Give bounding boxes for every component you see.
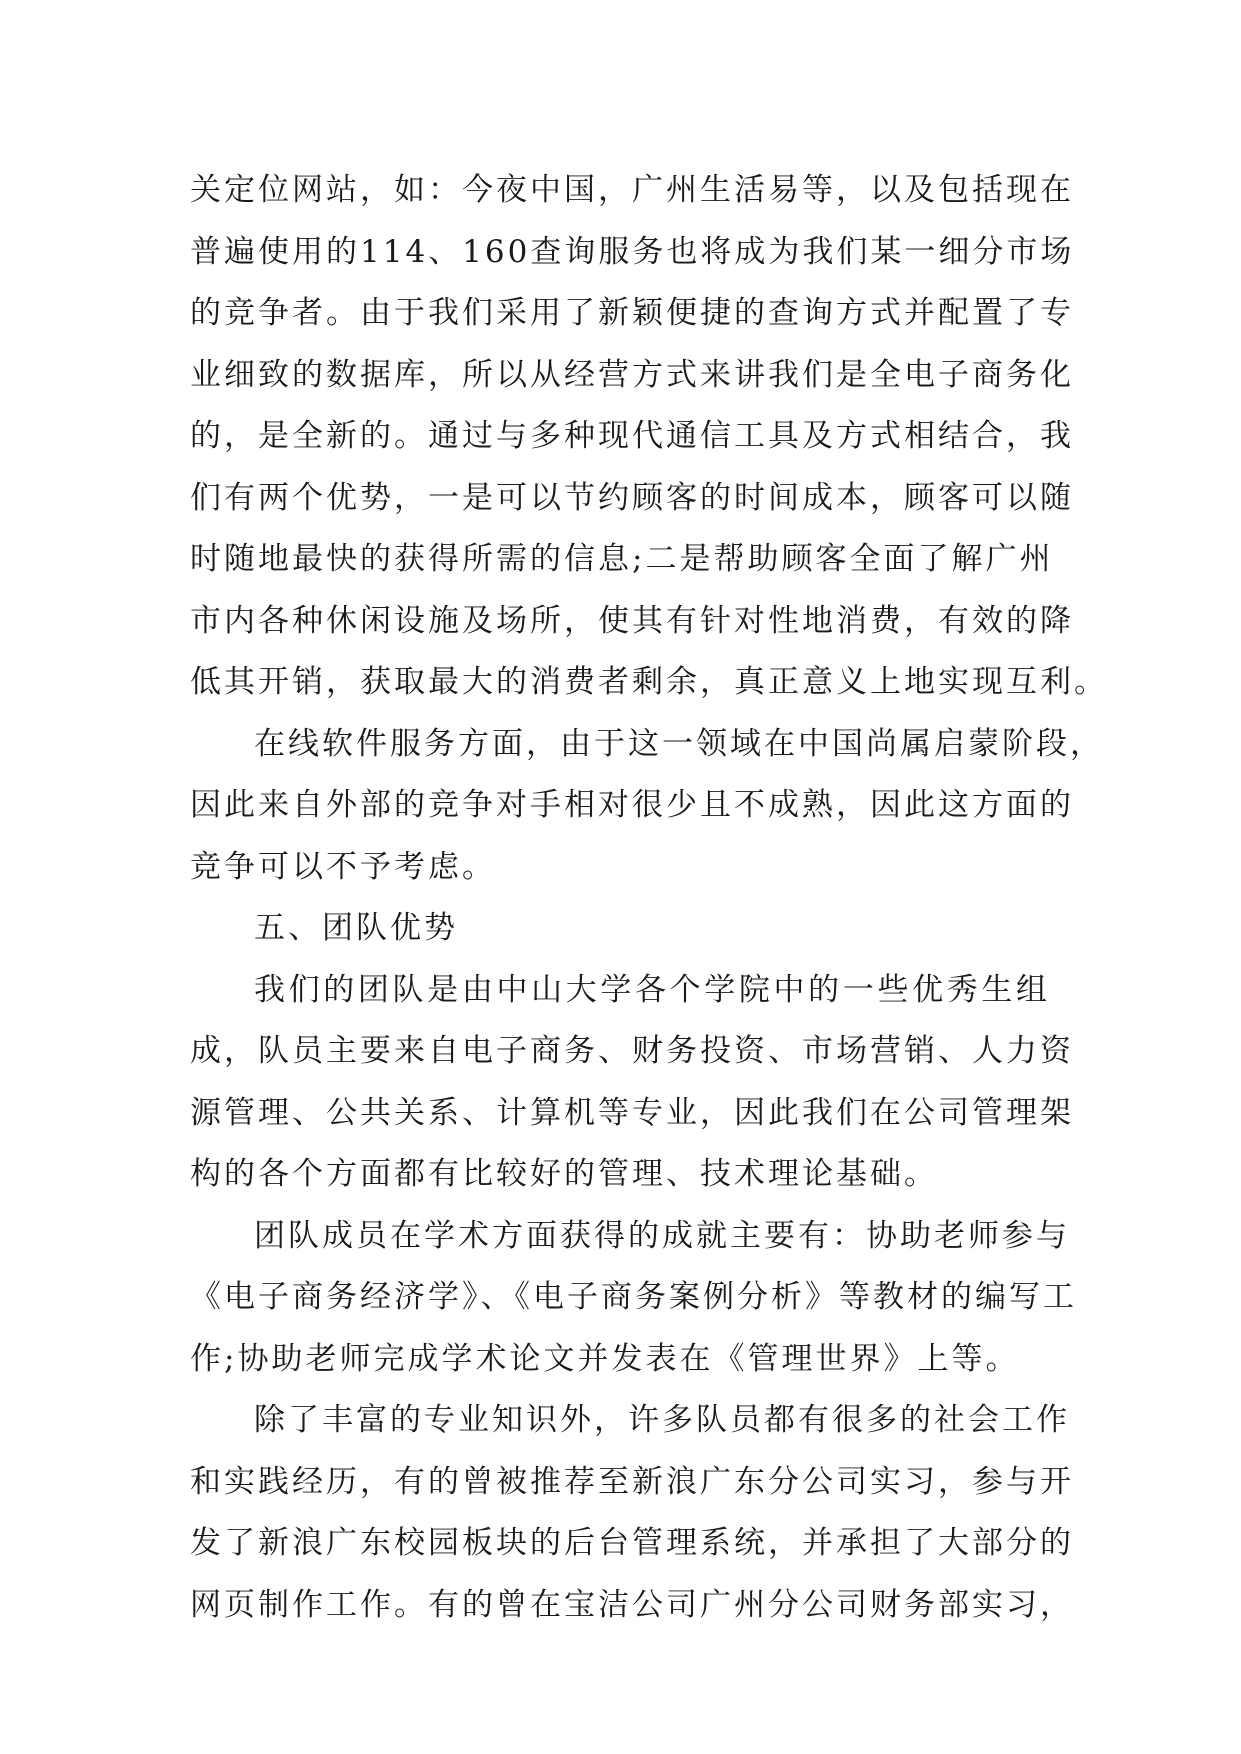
text-line-5: 的，是全新的。通过与多种现代通信工具及方式相结合，我 (190, 418, 1074, 454)
text-line-20: 作;协助老师完成学术论文并发表在《管理世界》上等。 (190, 1340, 1020, 1377)
text-line-9: 低其开销，获取最大的消费者剩余，真正意义上地实现互利。 (190, 664, 1108, 700)
document-body (190, 160, 1108, 1636)
text-line-19: 《电子商务经济学》、《电子商务案例分析》等教材的编写工 (190, 1279, 1077, 1315)
text-line-17: 构的各个方面都有比较好的管理、技术理论基础。 (190, 1156, 938, 1192)
text-line-3: 的竞争者。由于我们采用了新颖便捷的查询方式并配置了专 (190, 295, 1074, 331)
text-line-22: 和实践经历，有的曾被推荐至新浪广东分公司实习，参与开 (190, 1463, 1074, 1500)
text-line-4: 业细致的数据库，所以从经营方式来讲我们是全电子商务化 (190, 356, 1074, 393)
text-line-7: 时随地最快的获得所需的信息;二是帮助顾客全面了解广州 (190, 541, 1054, 577)
text-line-6: 们有两个优势，一是可以节约顾客的时间成本，顾客可以随 (190, 479, 1074, 516)
text-line-11: 因此来自外部的竞争对手相对很少且不成熟，因此这方面的 (190, 787, 1074, 823)
text-line-18: 团队成员在学术方面获得的成就主要有：协助老师参与 (254, 1217, 1070, 1254)
text-line-2: 普遍使用的114、160查询服务也将成为我们某一细分市场 (190, 233, 1075, 270)
text-line-1: 关定位网站，如：今夜中国，广州生活易等，以及包括现在 (190, 172, 1074, 208)
text-line-14: 我们的团队是由中山大学各个学院中的一些优秀生组 (254, 971, 1050, 1008)
text-line-8: 市内各种休闲设施及场所，使其有针对性地消费，有效的降 (190, 602, 1074, 639)
text-line-12: 竞争可以不予考虑。 (190, 848, 496, 885)
text-line-24: 网页制作工作。有的曾在宝洁公司广州分公司财务部实习， (190, 1586, 1074, 1623)
text-line-10: 在线软件服务方面，由于这一领域在中国尚属启蒙阶段， (254, 725, 1104, 762)
text-line-15: 成，队员主要来自电子商务、财务投资、市场营销、人力资 (190, 1033, 1074, 1069)
text-line-16: 源管理、公共关系、计算机等专业，因此我们在公司管理架 (190, 1094, 1074, 1131)
text-line-21: 除了丰富的专业知识外，许多队员都有很多的社会工作 (254, 1402, 1070, 1438)
text-line-23: 发了新浪广东校园板块的后台管理系统，并承担了大部分的 (190, 1525, 1074, 1561)
section-heading: 五、团队优势 (254, 910, 458, 946)
